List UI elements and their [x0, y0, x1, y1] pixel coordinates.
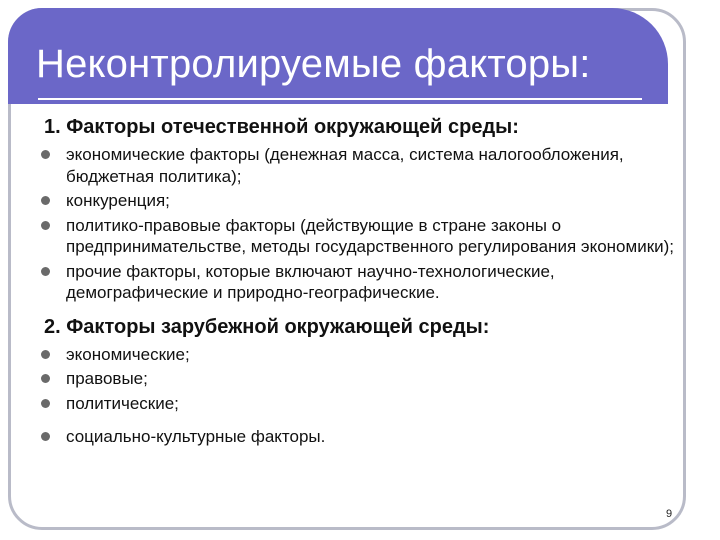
- slide-content: [38, 114, 688, 451]
- bullet-icon: [41, 432, 50, 441]
- bullet-icon: [41, 350, 50, 359]
- list-item: [38, 393, 686, 415]
- list-item-text: прочие факторы, которые включают научно-технологические, демографические и природно-географические.: [66, 261, 555, 302]
- bullet-icon: [41, 150, 50, 159]
- section-heading-foreign: 2. Факторы зарубежной окружающей среды:: [44, 315, 490, 338]
- page-number: 9: [666, 508, 673, 520]
- list-item: [38, 344, 686, 366]
- domestic-factors-list: [38, 144, 688, 304]
- bullet-icon: [41, 196, 50, 205]
- list-item: [38, 144, 686, 187]
- list-item: [38, 215, 686, 258]
- list-item-text: экономические факторы (денежная масса, система налогообложения, бюджетная политика);: [66, 145, 624, 186]
- foreign-factors-list: [38, 344, 688, 448]
- title-underline: [38, 98, 642, 100]
- list-item-text: экономические;: [66, 344, 190, 364]
- bullet-icon: [41, 221, 50, 230]
- list-item-text: конкуренция;: [66, 191, 170, 210]
- slide-title: Неконтролируемые факторы:: [36, 42, 591, 86]
- list-item: [38, 190, 686, 212]
- list-item: [38, 261, 686, 304]
- list-item: [38, 368, 686, 390]
- list-item-text: социально-культурные факторы.: [66, 427, 326, 446]
- list-item-text: политические;: [66, 393, 179, 413]
- section-heading-domestic: 1. Факторы отечественной окружающей среды:: [44, 116, 519, 138]
- bullet-icon: [41, 374, 50, 383]
- bullet-icon: [41, 399, 50, 408]
- list-item: [38, 426, 686, 448]
- list-item-text: политико-правовые факторы (действующие в стране законы о предпринимательстве, методы государственного регулирования экономики);: [66, 215, 675, 256]
- bullet-icon: [41, 267, 50, 276]
- title-bar: [8, 8, 668, 104]
- list-item-text: правовые;: [66, 369, 148, 388]
